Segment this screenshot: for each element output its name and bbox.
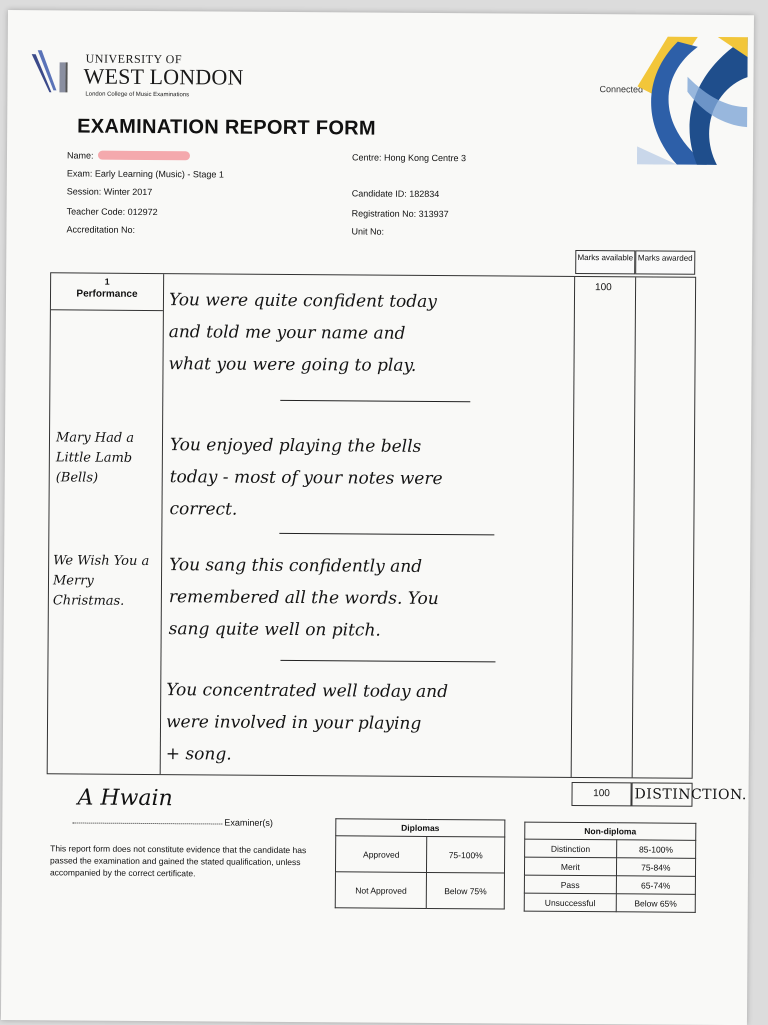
diploma-grade: Not Approved	[335, 872, 427, 909]
performance-table	[47, 272, 696, 778]
result-grade: DISTINCTION.	[634, 786, 747, 804]
university-name: WEST LONDON	[83, 63, 244, 90]
connected-tagline: Connected	[599, 84, 644, 95]
certificate-notice: This report form does not constitute evidence that the candidate has passed the examination and gained the stated qualification, unless accompanied by the correct certificate.	[49, 843, 307, 879]
non-diploma-grade: Distinction	[525, 839, 617, 858]
section-marks-available: 100	[595, 282, 612, 294]
accreditation-field: Accreditation No:	[66, 224, 136, 235]
section-label: Performance	[76, 288, 138, 300]
non-diploma-title: Non-diploma	[525, 822, 696, 840]
signature-line	[72, 822, 222, 824]
non-diploma-range: 85-100%	[616, 840, 695, 859]
comment-3: You sang this confidently and remembered all the words. You sang quite well on pitch.	[168, 555, 439, 641]
name-field	[67, 150, 190, 161]
non-diploma-range: Below 65%	[616, 894, 695, 913]
comment-4: You concentrated well today and were involved in your playing + song.	[165, 680, 449, 765]
unit-field: Unit No:	[351, 226, 385, 237]
comment-separator	[280, 660, 495, 663]
marks-awarded-header: Marks awarded	[635, 250, 695, 274]
university-logo-icon	[29, 46, 77, 98]
college-name: London College of Music Examinations	[85, 91, 190, 99]
piece-2: We Wish You a Merry Christmas.	[52, 553, 150, 609]
diploma-range: 75-100%	[427, 836, 505, 873]
form-title: EXAMINATION REPORT FORM	[77, 115, 377, 140]
name-label: Name:	[66, 150, 94, 161]
total-marks-available: 100	[571, 782, 631, 806]
non-diploma-range: 75-84%	[616, 858, 695, 877]
non-diploma-grade: Pass	[524, 875, 616, 894]
diploma-grade: Approved	[335, 836, 427, 873]
diplomas-title: Diplomas	[336, 819, 505, 837]
non-diploma-grade: Merit	[524, 857, 616, 876]
non-diploma-range: 65-74%	[616, 876, 695, 895]
university-of-text: UNIVERSITY OF	[85, 51, 183, 67]
report-page	[1, 10, 754, 1025]
diploma-range: Below 75%	[427, 872, 505, 909]
session-field: Session: Winter 2017	[66, 186, 153, 198]
section-number: 1	[104, 276, 110, 287]
comment-separator	[280, 400, 470, 402]
teacher-code-field: Teacher Code: 012972	[66, 206, 158, 218]
exam-field: Exam: Early Learning (Music) - Stage 1	[66, 168, 224, 180]
comment-2: You enjoyed playing the bells today - most of your notes were correct.	[169, 435, 443, 520]
marks-available-header: Marks available	[575, 250, 635, 274]
redacted-name	[97, 151, 189, 161]
piece-1: Mary Had a Little Lamb (Bells)	[55, 430, 135, 486]
examiner-label: Examiner(s)	[224, 817, 273, 828]
non-diploma-table	[524, 822, 697, 913]
comment-separator	[279, 533, 494, 536]
candidate-id-field: Candidate ID: 182834	[351, 188, 440, 200]
diplomas-table	[335, 818, 506, 909]
registration-field: Registration No: 313937	[351, 208, 449, 220]
non-diploma-grade: Unsuccessful	[524, 893, 616, 912]
decorative-graphic-icon	[637, 36, 748, 165]
examiner-signature: A Hwain	[77, 785, 173, 812]
comment-1: You were quite confident today and told me your name and what you were going to play.	[168, 290, 438, 376]
centre-field: Centre: Hong Kong Centre 3	[351, 152, 467, 164]
